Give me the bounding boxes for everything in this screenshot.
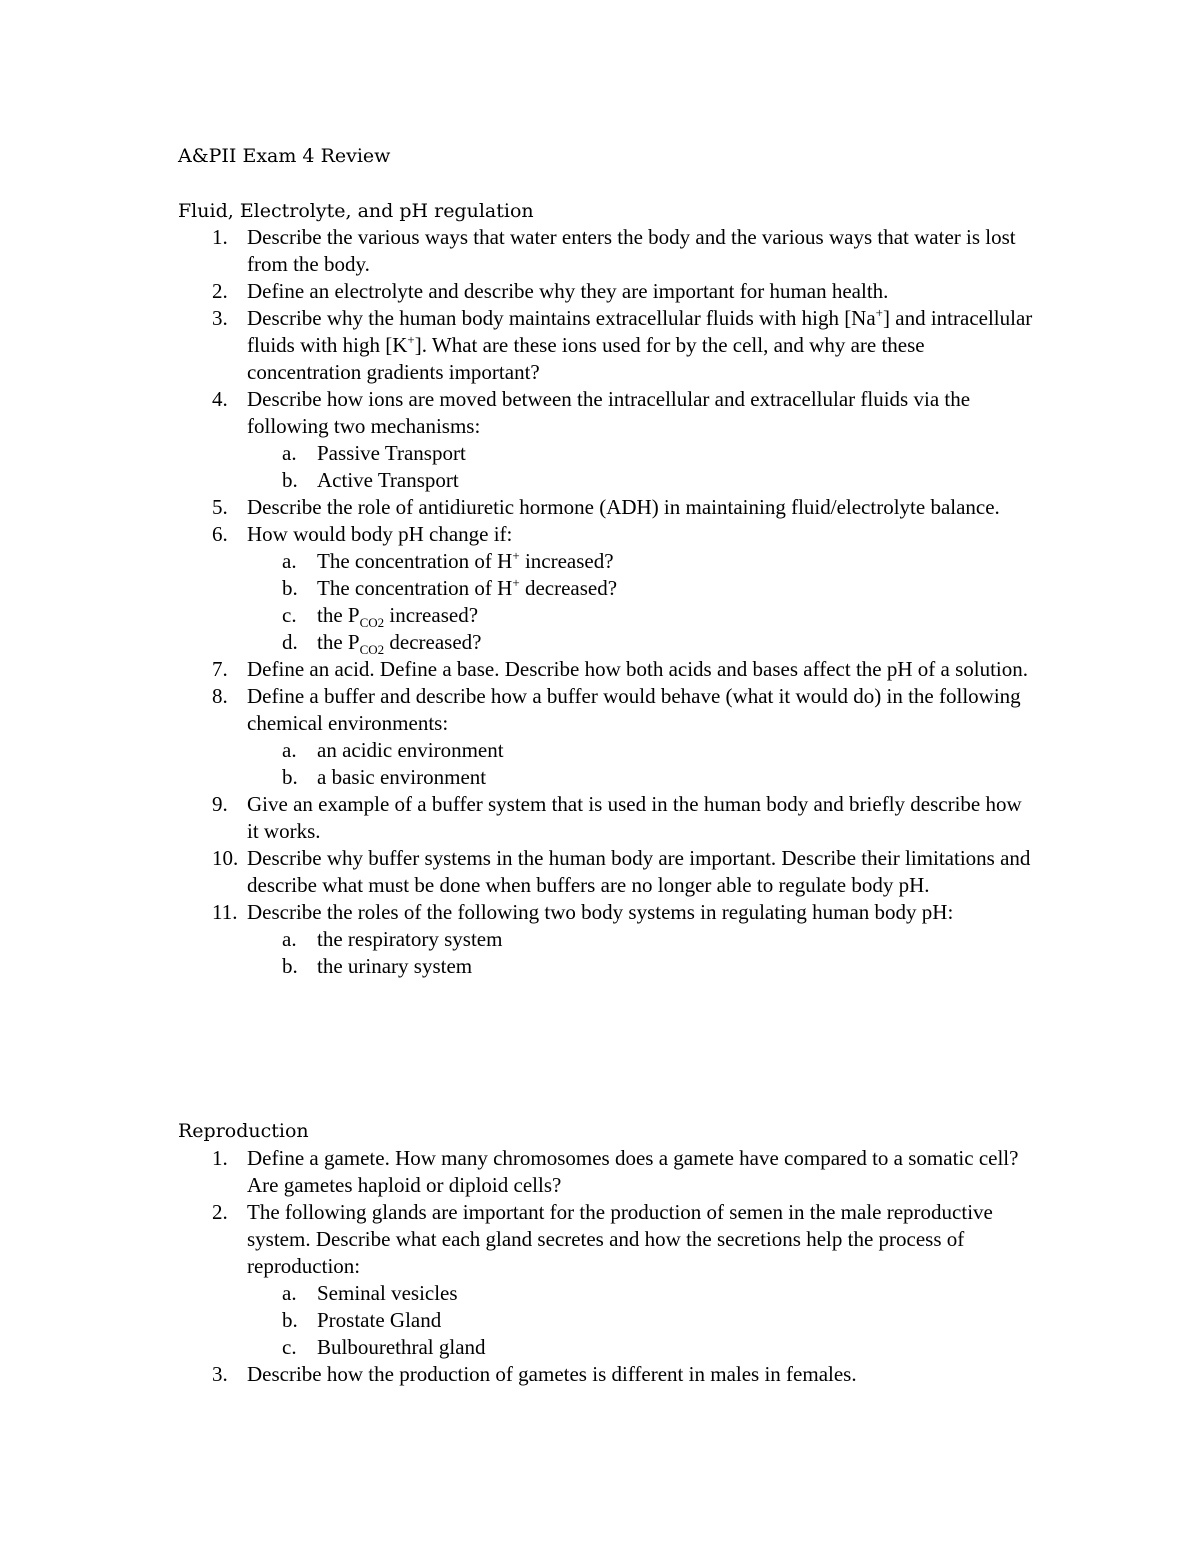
sub-list [0,548,1037,656]
question-text: Describe the various ways that water enters the body and the various ways that water is lost from the body. [247,225,1016,276]
question-text: Define an acid. Define a base. Describe how both acids and bases affect the pH of a solution. [247,657,1028,681]
question-number: 1. [212,1146,228,1170]
sub-item-letter: d. [282,630,298,654]
sub-item-text-part: The concentration of H [317,576,513,600]
question-item [0,899,1037,980]
sub-list [0,737,1037,791]
sub-item-text-part: increased? [519,549,614,573]
question-item [0,521,1037,656]
sub-list [0,440,1037,494]
superscript-plus: + [512,548,520,563]
sub-item-text [317,548,1037,575]
sub-item-letter: a. [282,1281,297,1305]
sub-item [0,548,1037,575]
question-number: 2. [212,1200,228,1224]
sub-item-letter: a. [282,549,297,573]
question-number: 8. [212,684,228,708]
question-text [247,305,1037,386]
sub-item-text-part: decreased? [519,576,618,600]
question-number: 3. [212,1362,228,1386]
question-number: 6. [212,522,228,546]
question-text-part: ]. What are these ions used for by the cell, and why are these concentration gradients important? [247,333,925,384]
sub-item-text: the respiratory system [317,927,503,951]
question-number: 4. [212,387,228,411]
sub-item [0,1280,1037,1307]
question-item [0,224,1037,278]
question-list-reproduction [0,1145,1037,1388]
section-heading-fluid-electrolyte-ph: Fluid, Electrolyte, and pH regulation [178,200,534,222]
sub-item-letter: a. [282,738,297,762]
question-number: 7. [212,657,228,681]
question-item [0,305,1037,386]
sub-item-letter: c. [282,603,297,627]
question-item [0,845,1037,899]
question-number: 2. [212,279,228,303]
question-text: Describe how the production of gametes is different in males in females. [247,1362,857,1386]
sub-item-text [317,602,1037,629]
question-number: 5. [212,495,228,519]
sub-item-letter: c. [282,1335,297,1359]
question-text: Define an electrolyte and describe why they are important for human health. [247,279,889,303]
sub-item [0,467,1037,494]
question-number: 3. [212,306,228,330]
sub-item-text: Passive Transport [317,441,466,465]
superscript-plus: + [512,575,520,590]
question-text-part: ] and intracellular fluids with high [K [247,306,1033,357]
sub-item [0,926,1037,953]
question-text: How would body pH change if: [247,522,513,546]
question-item [0,1361,1037,1388]
question-text: Give an example of a buffer system that is used in the human body and briefly describe how it works. [247,792,1022,843]
question-item [0,386,1037,494]
sub-item-text-part: The concentration of H [317,549,513,573]
subscript-co2: CO2 [359,615,385,630]
question-item [0,656,1037,683]
sub-item [0,1307,1037,1334]
sub-item-text: Seminal vesicles [317,1281,458,1305]
question-number: 11. [212,900,238,924]
sub-list [0,1280,1037,1361]
page-title: A&PII Exam 4 Review [178,145,391,167]
sub-item [0,440,1037,467]
question-text: Describe why buffer systems in the human body are important. Describe their limitations and describe what must be done when buffers are no longer able to regulate body pH. [247,846,1031,897]
sub-item-text-part: increased? [384,603,479,627]
sub-item [0,1334,1037,1361]
sub-item-text: Prostate Gland [317,1308,442,1332]
sub-item-text-part: the P [317,603,360,627]
question-number: 1. [212,225,228,249]
question-text: Define a buffer and describe how a buffer would behave (what it would do) in the following chemical environments: [247,684,1021,735]
sub-item [0,764,1037,791]
sub-item-text [317,575,1037,602]
section-heading-reproduction: Reproduction [178,1120,309,1142]
sub-item-letter: b. [282,954,298,978]
sub-item-letter: a. [282,441,297,465]
question-text-part: Describe why the human body maintains extracellular fluids with high [Na [247,306,876,330]
sub-item-text: Active Transport [317,468,459,492]
question-text: Describe the roles of the following two body systems in regulating human body pH: [247,900,954,924]
question-number: 9. [212,792,228,816]
question-item [0,791,1037,845]
question-number: 10. [212,846,239,870]
question-item [0,683,1037,791]
sub-item [0,575,1037,602]
question-item [0,1145,1037,1199]
sub-item-letter: b. [282,576,298,600]
sub-item-letter: b. [282,765,298,789]
question-item [0,278,1037,305]
question-text: The following glands are important for the production of semen in the male reproductive system. Describe what each gland secretes and how the secretions help the process of reproduction: [247,1200,993,1278]
superscript-plus: + [407,332,415,347]
question-list-fluid-electrolyte-ph [0,224,1037,980]
sub-item-text: Bulbourethral gland [317,1335,486,1359]
sub-item-letter: b. [282,1308,298,1332]
sub-item-text: the urinary system [317,954,473,978]
subscript-co2: CO2 [359,642,385,657]
sub-item [0,737,1037,764]
question-text: Define a gamete. How many chromosomes does a gamete have compared to a somatic cell? Are gametes haploid or diploid cells? [247,1146,1019,1197]
sub-item-text [317,629,1037,656]
sub-item-text-part: decreased? [384,630,482,654]
sub-item-text: an acidic environment [317,738,504,762]
sub-item [0,953,1037,980]
sub-item-letter: a. [282,927,297,951]
question-text: Describe the role of antidiuretic hormone (ADH) in maintaining fluid/electrolyte balance. [247,495,1000,519]
sub-item-letter: b. [282,468,298,492]
sub-item-text: a basic environment [317,765,487,789]
sub-list [0,926,1037,980]
question-item [0,494,1037,521]
sub-item [0,602,1037,629]
sub-item [0,629,1037,656]
superscript-plus: + [875,305,884,320]
sub-item-text-part: the P [317,630,360,654]
question-item [0,1199,1037,1361]
question-text: Describe how ions are moved between the intracellular and extracellular fluids via the following two mechanisms: [247,387,971,438]
